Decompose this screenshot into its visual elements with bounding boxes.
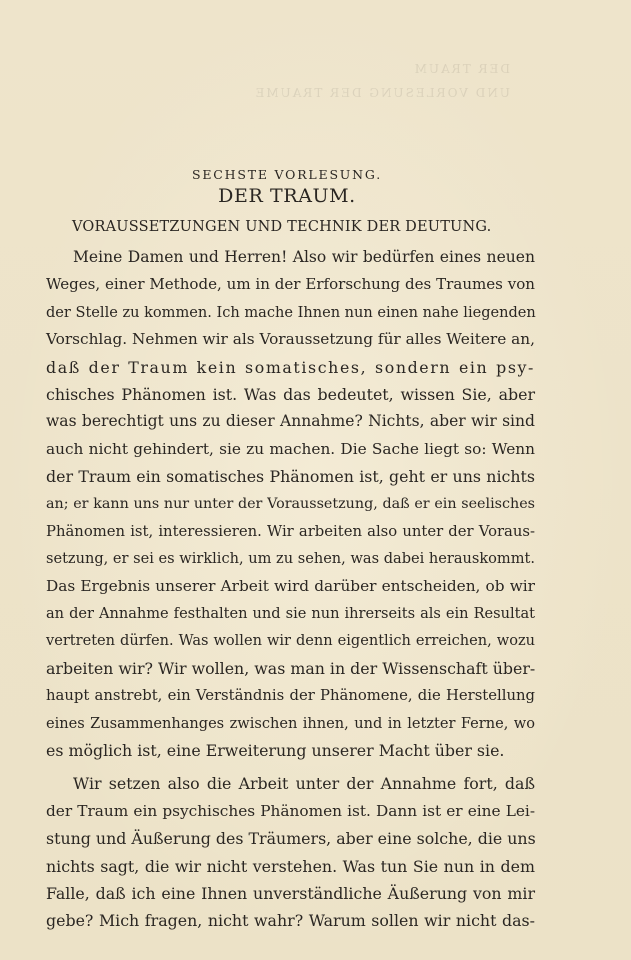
text-line: an der Annahme festhalten und sie nun ihrerseits als ein Resultat xyxy=(46,605,535,623)
text-line: nichts sagt, die wir nicht verstehen. Was tun Sie nun in dem xyxy=(46,856,535,876)
text-line: Phänomen ist, interessieren. Wir arbeiten also unter der Voraus- xyxy=(46,522,535,540)
text-line: auch nicht gehindert, sie zu machen. Die Sache liegt so: Wenn xyxy=(46,439,535,458)
chapter-subtitle: VORAUSSETZUNGEN UND TECHNIK DER DEUTUNG. xyxy=(72,219,492,235)
text-line: der Traum ein psychisches Phänomen ist. Dann ist er eine Lei- xyxy=(46,801,535,820)
text-line: der Traum ein somatisches Phänomen ist, geht er uns nichts xyxy=(46,467,535,487)
text-line: daß der Traum kein somatisches, sondern ein psy- xyxy=(46,357,535,377)
chapter-title: DER TRAUM. xyxy=(218,185,356,207)
text-line: an; er kann uns nur unter der Voraussetzung, daß er ein seelisches xyxy=(46,495,535,512)
text-line: setzung, er sei es wirklich, um zu sehen, was dabei herauskommt. xyxy=(46,550,535,568)
text-line: haupt anstrebt, ein Verständnis der Phänomene, die Herstellung xyxy=(46,687,535,705)
lecture-number: SECHSTE VORLESUNG. xyxy=(192,167,382,182)
text-line: arbeiten wir? Wir wollen, was man in der Wissenschaft über- xyxy=(46,658,536,678)
text-line: Vorschlag. Nehmen wir als Voraussetzung für alles Weitere an, xyxy=(46,330,535,349)
text-line: was berechtigt uns zu dieser Annahme? Nichts, aber wir sind xyxy=(46,412,535,431)
text-line: Weges, einer Methode, um in der Erforschung des Traumes von xyxy=(46,275,535,294)
text-line: eines Zusammenhanges zwischen ihnen, und in letzter Ferne, wo xyxy=(46,714,535,732)
body-text xyxy=(46,244,535,935)
text-line: gebe? Mich fragen, nicht wahr? Warum sollen wir nicht das- xyxy=(46,911,535,931)
text-line: stung und Äußerung des Träumers, aber eine solche, die uns xyxy=(46,829,536,849)
text-line: vertreten dürfen. Was wollen wir denn eigentlich erreichen, wozu xyxy=(46,632,535,650)
text-line: es möglich ist, eine Erweiterung unserer Macht über sie. xyxy=(46,741,505,761)
text-line: Meine Damen und Herren! Also wir bedürfen eines neuen xyxy=(73,248,535,266)
text-line: der Stelle zu kommen. Ich mache Ihnen nun einen nahe liegenden xyxy=(46,303,536,321)
bleed-through-text: DER TRAUM UND VORLESUNG DER TRAUME xyxy=(253,62,510,100)
text-line: Wir setzen also die Arbeit unter der Annahme fort, daß xyxy=(73,774,535,794)
text-line: Das Ergebnis unserer Arbeit wird darüber entscheiden, ob wir xyxy=(46,576,535,595)
text-line: Falle, daß ich eine Ihnen unverständliche Äußerung von mir xyxy=(46,883,535,903)
text-line: chisches Phänomen ist. Was das bedeutet, wissen Sie, aber xyxy=(46,384,535,404)
